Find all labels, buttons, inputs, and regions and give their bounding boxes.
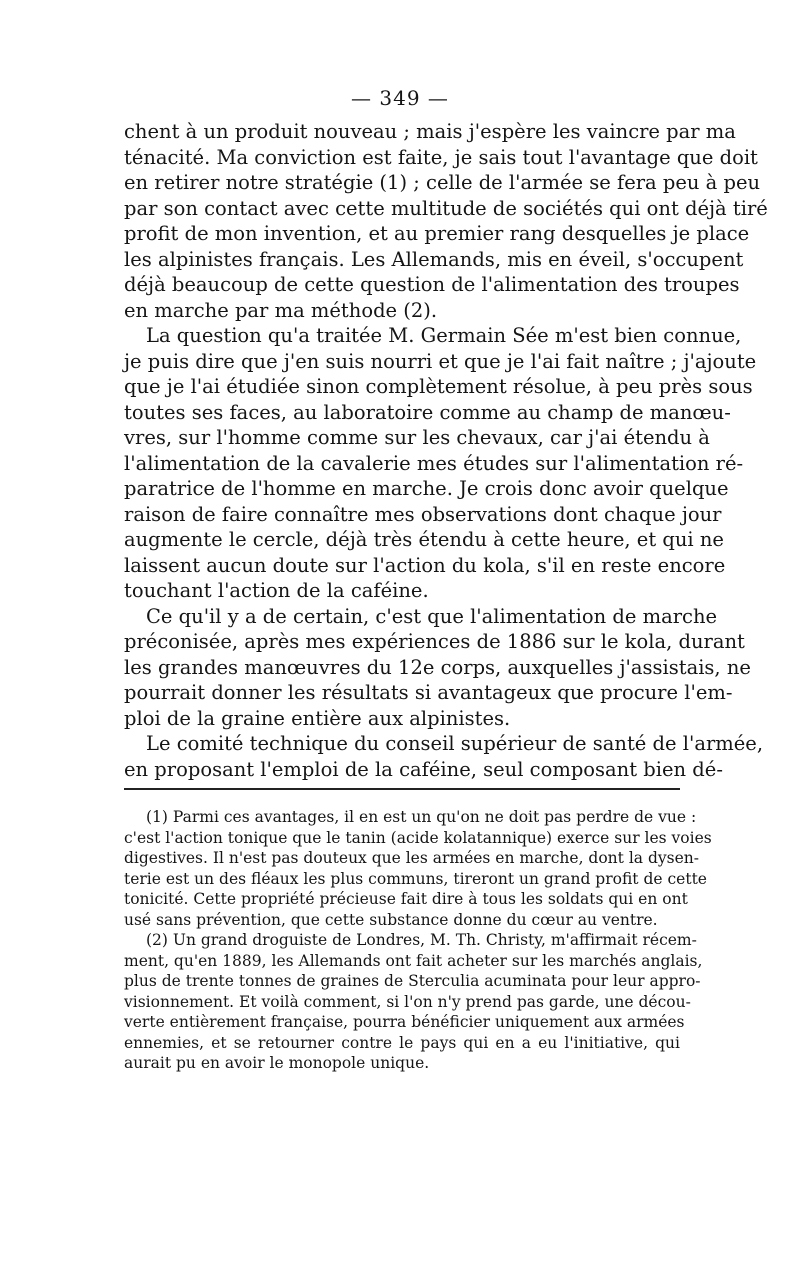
body-line: en proposant l'emploi de la caféine, seul composant bien dé- — [124, 757, 723, 781]
footnote-line: plus de trente tonnes de graines de Sterculia acuminata pour leur appro- — [124, 972, 701, 990]
body-line: ténacité. Ma conviction est faite, je sais tout l'avantage que doit — [124, 145, 758, 169]
body-line: raison de faire connaître mes observations dont chaque jour — [124, 502, 722, 526]
main-text — [124, 119, 768, 782]
body-line: les grandes manœuvres du 12e corps, auxquelles j'assistais, ne — [124, 655, 751, 679]
body-line: laissent aucun doute sur l'action du kola, s'il en reste encore — [124, 553, 726, 577]
body-line: en marche par ma méthode (2). — [124, 298, 438, 322]
body-line: que je l'ai étudiée sinon complètement résolue, à peu près sous — [124, 375, 753, 398]
body-line: préconisée, après mes expériences de 1886 sur le kola, durant — [124, 630, 745, 653]
body-line: touchant l'action de la caféine. — [124, 579, 429, 602]
body-line: l'alimentation de la cavalerie mes études sur l'alimentation ré- — [124, 451, 744, 475]
footnote-line: (2) Un grand droguiste de Londres, M. Th. Christy, m'affirmait récem- — [146, 931, 697, 949]
body-line: je puis dire que j'en suis nourri et que je l'ai fait naître ; j'ajoute — [124, 349, 757, 373]
footnote-line: visionnement. Et voilà comment, si l'on n'y prend pas garde, une décou- — [124, 992, 691, 1011]
footnotes — [124, 807, 712, 1074]
footnote-separator — [124, 788, 680, 790]
body-line: La question qu'a traitée M. Germain Sée m'est bien connue, — [146, 324, 742, 347]
body-line: toutes ses faces, au laboratoire comme au champ de manœu- — [124, 400, 731, 424]
body-line: profit de mon invention, et au premier rang desquelles je place — [124, 222, 750, 245]
body-line: ploi de la graine entière aux alpinistes. — [124, 706, 511, 730]
footnote-line: ennemies, et se retourner contre le pays qui en a eu l'initiative, qui — [124, 1033, 680, 1052]
footnote-line: digestives. Il n'est pas douteux que les armées en marche, dont la dysen- — [124, 849, 699, 867]
body-line: Ce qu'il y a de certain, c'est que l'alimentation de marche — [146, 604, 718, 628]
body-line: paratrice de l'homme en marche. Je crois donc avoir quelque — [124, 477, 729, 500]
footnote-line: usé sans prévention, que cette substance donne du cœur au ventre. — [124, 910, 658, 929]
footnote-line: terie est un des fléaux les plus communs, tireront un grand profit de cette — [124, 869, 707, 888]
body-line: vres, sur l'homme comme sur les chevaux, car j'ai étendu à — [124, 426, 710, 449]
footnote-line: c'est l'action tonique que le tanin (acide kolatannique) exerce sur les voies — [124, 828, 712, 847]
footnote-line: verte entièrement française, pourra bénéficier uniquement aux armées — [124, 1013, 685, 1031]
body-line: déjà beaucoup de cette question de l'alimentation des troupes — [124, 273, 740, 296]
page-number: — 349 — — [351, 86, 449, 110]
body-line: les alpinistes français. Les Allemands, mis en éveil, s'occupent — [124, 247, 744, 271]
body-line: augmente le cercle, déjà très étendu à cette heure, et qui ne — [124, 528, 724, 551]
footnote-line: ment, qu'en 1889, les Allemands ont fait acheter sur les marchés anglais, — [124, 951, 703, 970]
body-line: chent à un produit nouveau ; mais j'espère les vaincre par ma — [124, 120, 736, 143]
footnote-line: (1) Parmi ces avantages, il en est un qu'on ne doit pas perdre de vue : — [146, 808, 697, 826]
body-line: en retirer notre stratégie (1) ; celle de l'armée se fera peu à peu — [124, 171, 761, 194]
body-line: Le comité technique du conseil supérieur de santé de l'armée, — [146, 732, 764, 755]
footnote-line: tonicité. Cette propriété précieuse fait dire à tous les soldats qui en ont — [124, 890, 688, 908]
footnote-line: aurait pu en avoir le monopole unique. — [124, 1054, 430, 1072]
body-line: pourrait donner les résultats si avantageux que procure l'em- — [124, 681, 733, 704]
body-line: par son contact avec cette multitude de sociétés qui ont déjà tiré — [124, 196, 768, 220]
